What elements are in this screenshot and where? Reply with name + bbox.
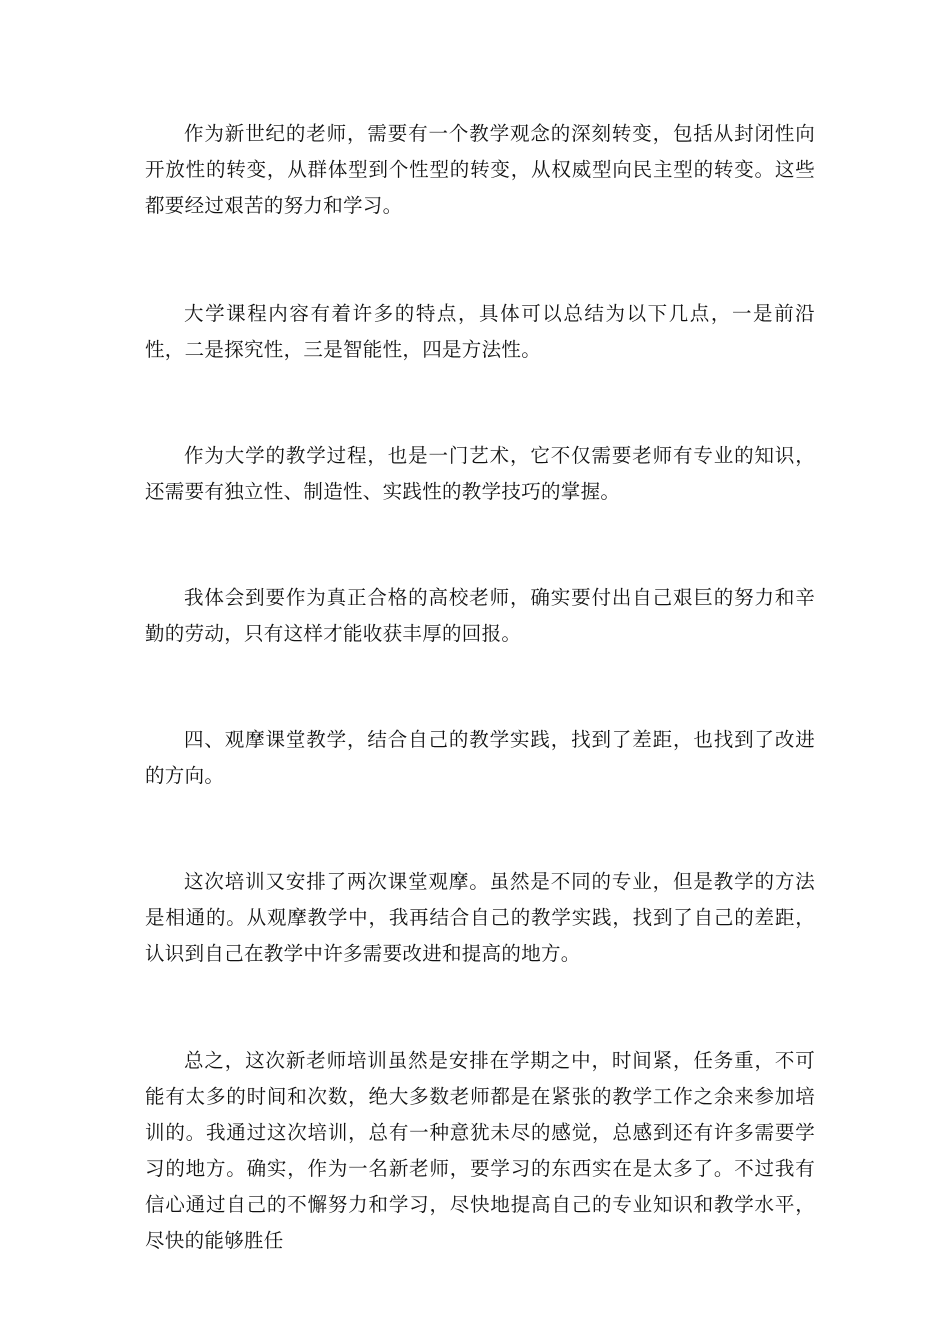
paragraph-course-features: 大学课程内容有着许多的特点，具体可以总结为以下几点，一是前沿性，二是探究性，三是智能性，四是方法性。	[145, 302, 815, 361]
paragraph-teaching-art: 作为大学的教学过程，也是一门艺术，它不仅需要老师有专业的知识，还需要有独立性、制造性、实践性的教学技巧的掌握。	[145, 444, 815, 503]
paragraph-section-four-heading: 四、观摩课堂教学，结合自己的教学实践，找到了差距，也找到了改进的方向。	[145, 728, 815, 787]
paragraph-classroom-observation: 这次培训又安排了两次课堂观摩。虽然是不同的专业，但是教学的方法是相通的。从观摩教学中，我再结合自己的教学实践，找到了自己的差距，认识到自己在教学中许多需要改进和提高的地方。	[145, 870, 815, 965]
paragraph-teaching-concept: 作为新世纪的老师，需要有一个教学观念的深刻转变，包括从封闭性向开放性的转变，从群体型到个性型的转变，从权威型向民主型的转变。这些都要经过艰苦的努力和学习。	[145, 122, 815, 217]
paragraph-qualified-teacher: 我体会到要作为真正合格的高校老师，确实要付出自己艰巨的努力和辛勤的劳动，只有这样才能收获丰厚的回报。	[145, 586, 815, 645]
paragraph-conclusion: 总之，这次新老师培训虽然是安排在学期之中，时间紧，任务重，不可能有太多的时间和次数，绝大多数老师都是在紧张的教学工作之余来参加培训的。我通过这次培训，总有一种意犹未尽的感觉，总感到还有许多需要学习的地方。确实，作为一名新老师，要学习的东西实在是太多了。不过我有信心通过自己的不懈努力和学习，尽快地提高自己的专业知识和教学水平，尽快的能够胜任	[145, 1049, 815, 1252]
